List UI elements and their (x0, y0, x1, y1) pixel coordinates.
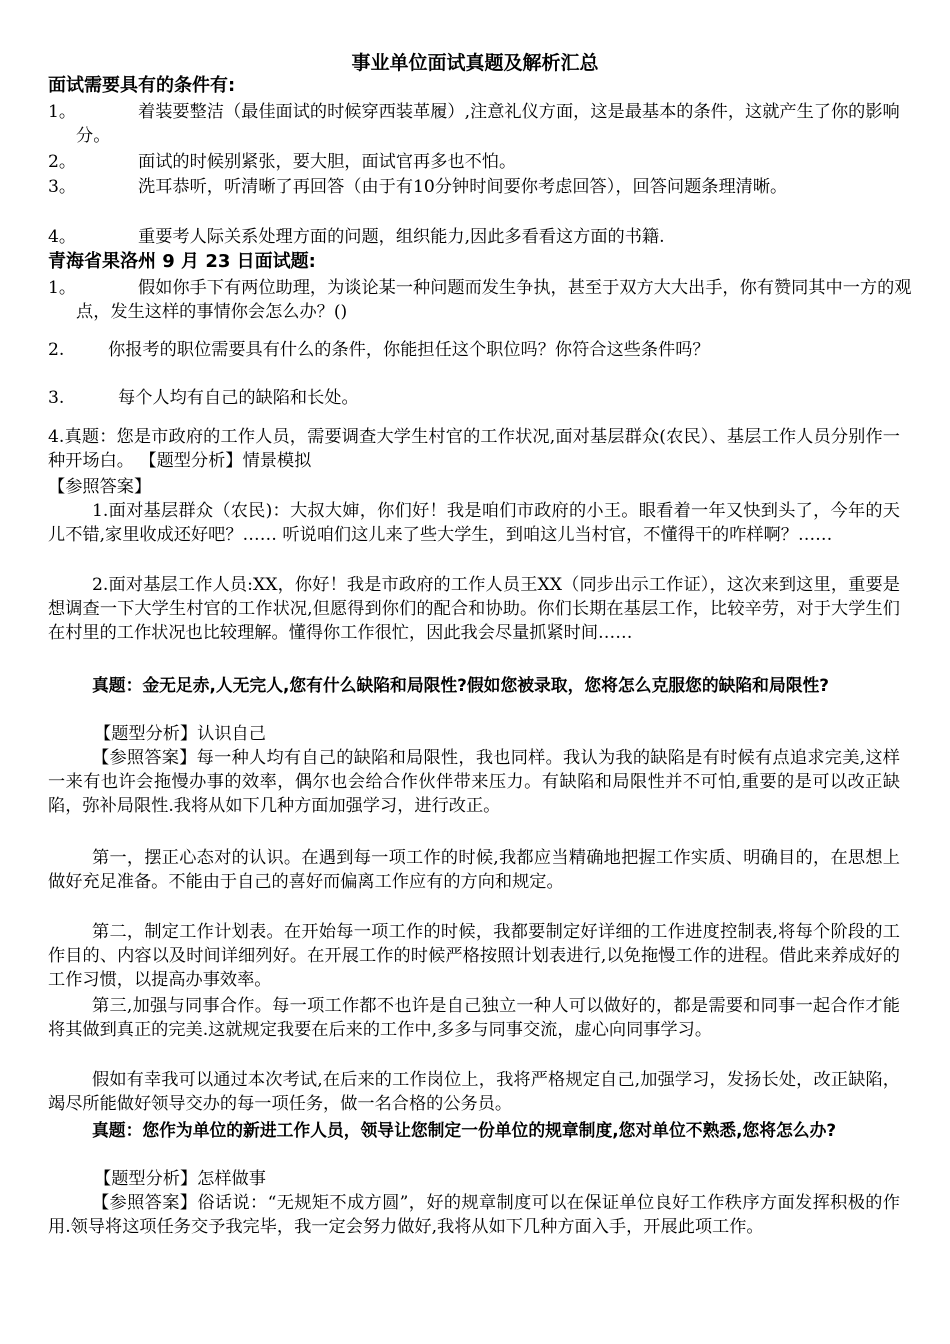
list-item (48, 150, 914, 174)
question-4: 4.真题：您是市政府的工作人员，需要调查大学生村官的工作状况,面对基层群众(农民）、基层工作人员分别作一种开场白。 【题型分析】情景模拟 (48, 427, 900, 471)
list-text: 面试的时候别紧张，要大胆，面试官再多也不怕。 (138, 152, 517, 172)
answer-paragraph: 第二，制定工作计划表。在开始每一项工作的时候，我都要制定好详细的工作进度控制表,将每个阶段的工作目的、内容以及时间详细列好。在开展工作的时候严格按照计划表进行,以免拖慢工作的进程。借此来养成好的工作习惯，以提高办事效率。 (48, 922, 900, 990)
list-item (48, 386, 914, 410)
list-text: 着装要整洁（最佳面试的时候穿西装革履）,注意礼仪方面，这是最基本的条件，这就产生了你的影响分。 (76, 102, 900, 146)
list-item (48, 276, 914, 324)
list-number: 3。 (48, 177, 77, 197)
list-item (48, 338, 914, 362)
answer-paragraph: 假如有幸我可以通过本次考试,在后来的工作岗位上，我将严格规定自己,加强学习，发扬长处，改正缺陷，竭尽所能做好领导交办的每一项任务，做一名合格的公务员。 (48, 1070, 900, 1114)
answer-paragraph: 1.面对基层群众（农民)：大叔大婶，你们好！我是咱们市政府的小王。眼看着一年又快到头了，今年的天儿不错,家里收成还好吧？…… 听说咱们这儿来了些大学生，到咱这儿当村官，不懂得干的咋样啊？…… (48, 501, 900, 545)
list-number: 2. (48, 340, 65, 360)
list-text: 每个人均有自己的缺陷和长处。 (118, 388, 359, 408)
list-item (48, 175, 914, 199)
list-item (48, 100, 914, 148)
list-number: 4。 (48, 227, 77, 247)
answer-paragraph: 【参照答案】每一种人均有自己的缺陷和局限性，我也同样。我认为我的缺陷是有时候有点追求完美,这样一来有也许会拖慢办事的效率，偶尔也会给合作伙伴带来压力。有缺陷和局限性并不可怕,重要的是可以改正缺陷，弥补局限性.我将从如下几种方面加强学习，进行改正。 (48, 748, 900, 816)
answer-paragraph: 【参照答案】俗话说：“无规矩不成方圆”，好的规章制度可以在保证单位良好工作秩序方面发挥积极的作用.领导将这项任务交予我完毕，我一定会努力做好,我将从如下几种方面入手，开展此项工作。 (48, 1193, 900, 1237)
question-type: 【题型分析】怎样做事 (94, 1169, 266, 1189)
document-title: 事业单位面试真题及解析汇总 (351, 52, 599, 74)
reference-answer-label: 【参照答案】 (48, 477, 152, 497)
list-text: 你报考的职位需要具有什么的条件，你能担任这个职位吗？你符合这些条件吗？ (108, 340, 710, 360)
answer-paragraph: 第一，摆正心态对的认识。在遇到每一项工作的时候,我都应当精确地把握工作实质、明确目的，在思想上做好充足准备。不能由于自己的喜好而偏离工作应有的方向和规定。 (48, 848, 900, 892)
list-number: 1。 (48, 278, 77, 298)
question-type: 【题型分析】认识自己 (94, 724, 266, 744)
list-number: 1。 (48, 102, 77, 122)
list-text: 假如你手下有两位助理，为谈论某一种问题而发生争执，甚至于双方大大出手，你有赞同其中一方的观点，发生这样的事情你会怎么办？() (76, 278, 912, 322)
list-text: 洗耳恭听，听清晰了再回答（由于有10分钟时间要你考虑回答），回答问题条理清晰。 (138, 177, 788, 197)
answer-paragraph: 2.面对基层工作人员:XX，你好！我是市政府的工作人员王XX（同步出示工作证），这次来到这里，重要是想调查一下大学生村官的工作状况,但愿得到你们的配合和协助。你们长期在基层工作，比较辛劳，对于大学生们在村里的工作状况也比较理解。懂得你工作很忙，因此我会尽量抓紧时间…… (48, 575, 900, 643)
list-item (48, 225, 914, 249)
section-heading-interview: 青海省果洛州 9 月 23 日面试题: (48, 251, 316, 272)
list-number: 2。 (48, 152, 77, 172)
list-text: 重要考人际关系处理方面的问题，组织能力,因此多看看这方面的书籍. (138, 227, 665, 247)
section-heading-conditions: 面试需要具有的条件有: (48, 75, 236, 96)
question-title: 真题：您作为单位的新进工作人员，领导让您制定一份单位的规章制度,您对单位不熟悉,您将怎么办? (92, 1120, 837, 1140)
list-number: 3. (48, 388, 65, 408)
answer-paragraph: 第三,加强与同事合作。每一项工作都不也许是自己独立一种人可以做好的，都是需要和同事一起合作才能将其做到真正的完美.这就规定我要在后来的工作中,多多与同事交流，虚心向同事学习。 (48, 996, 900, 1040)
question-title: 真题：金无足赤,人无完人,您有什么缺陷和局限性?假如您被录取，您将怎么克服您的缺陷和局限性? (92, 675, 830, 695)
